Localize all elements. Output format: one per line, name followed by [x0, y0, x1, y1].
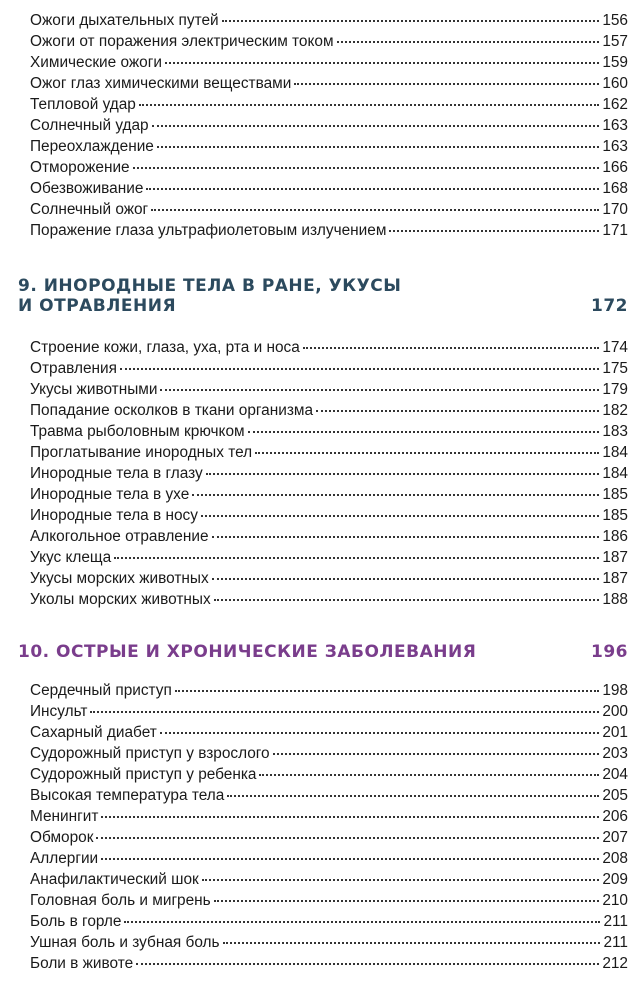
toc-entry-title: Сахарный диабет	[30, 724, 157, 741]
dot-leader	[90, 711, 599, 713]
toc-entry-page: 201	[602, 724, 628, 741]
dot-leader	[160, 389, 599, 391]
toc-entry[interactable]	[30, 337, 628, 358]
toc-entry[interactable]	[30, 358, 628, 379]
toc-entry[interactable]	[30, 10, 628, 31]
toc-entry-page: 187	[602, 549, 628, 566]
toc-entry[interactable]	[30, 743, 628, 764]
toc-list-chapter-10	[30, 680, 628, 974]
toc-entry-page: 185	[602, 507, 628, 524]
toc-entry-title: Попадание осколков в ткани организма	[30, 402, 314, 419]
toc-entry[interactable]	[30, 890, 628, 911]
dot-leader	[120, 368, 599, 370]
toc-entry[interactable]	[30, 463, 628, 484]
dot-leader	[133, 167, 600, 169]
toc-entry-title: Укусы животными	[30, 381, 158, 398]
chapter-title-line: 9. ИНОРОДНЫЕ ТЕЛА В РАНЕ, УКУСЫ	[18, 276, 402, 296]
toc-entry-title: Инородные тела в носу	[30, 507, 198, 524]
toc-entry-page: 211	[603, 913, 628, 930]
toc-entry-page: 168	[602, 180, 628, 197]
toc-entry[interactable]	[30, 178, 628, 199]
toc-entry-page: 157	[602, 33, 628, 50]
toc-entry-page: 188	[602, 591, 628, 608]
toc-entry-page: 208	[602, 850, 628, 867]
toc-entry-title: Проглатывание инородных тел	[30, 444, 253, 461]
toc-entry-page: 166	[602, 159, 628, 176]
toc-entry-page: 212	[602, 955, 628, 972]
dot-leader	[227, 795, 599, 797]
toc-entry-title: Алкогольное отравление	[30, 528, 209, 545]
toc-entry-title: Переохлаждение	[30, 138, 154, 155]
dot-leader	[389, 230, 599, 232]
toc-entry[interactable]	[30, 953, 628, 974]
toc-entry-title: Инородные тела в ухе	[30, 486, 190, 503]
toc-entry-title: Анафилактический шок	[30, 871, 199, 888]
toc-entry[interactable]	[30, 94, 628, 115]
dot-leader	[175, 690, 600, 692]
toc-entry[interactable]	[30, 680, 628, 701]
dot-leader	[273, 753, 600, 755]
dot-leader	[139, 104, 599, 106]
chapter-title: 10. ОСТРЫЕ И ХРОНИЧЕСКИЕ ЗАБОЛЕВАНИЯ	[18, 642, 477, 662]
toc-entry-title: Травма рыболовным крючком	[30, 423, 245, 440]
toc-entry-page: 200	[602, 703, 628, 720]
dot-leader	[151, 209, 599, 211]
toc-entry-page: 171	[602, 222, 628, 239]
toc-entry[interactable]	[30, 52, 628, 73]
dot-leader	[124, 921, 600, 923]
toc-entry-page: 203	[602, 745, 628, 762]
toc-entry[interactable]	[30, 869, 628, 890]
toc-entry[interactable]	[30, 505, 628, 526]
toc-entry-page: 175	[602, 360, 628, 377]
toc-entry-page: 185	[602, 486, 628, 503]
dot-leader	[259, 774, 599, 776]
dot-leader	[222, 20, 600, 22]
toc-entry-page: 186	[602, 528, 628, 545]
toc-entry-page: 163	[602, 117, 628, 134]
toc-entry-page: 184	[602, 465, 628, 482]
dot-leader	[223, 942, 601, 944]
dot-leader	[101, 816, 599, 818]
toc-entry-title: Солнечный удар	[30, 117, 149, 134]
toc-entry-page: 179	[602, 381, 628, 398]
toc-entry[interactable]	[30, 484, 628, 505]
toc-entry-title: Ожоги от поражения электрическим током	[30, 33, 334, 50]
toc-entry-title: Укусы морских животных	[30, 570, 209, 587]
chapter-page-number: 196	[591, 642, 628, 662]
toc-entry[interactable]	[30, 442, 628, 463]
toc-entry-title: Аллергии	[30, 850, 99, 867]
toc-entry[interactable]	[30, 199, 628, 220]
toc-entry[interactable]	[30, 932, 628, 953]
toc-entry[interactable]	[30, 848, 628, 869]
toc-entry[interactable]	[30, 379, 628, 400]
toc-entry-title: Ожог глаз химическими веществами	[30, 75, 292, 92]
dot-leader	[214, 599, 600, 601]
toc-entry-title: Ушная боль и зубная боль	[30, 934, 220, 951]
toc-entry-page: 209	[602, 871, 628, 888]
toc-entry-page: 182	[602, 402, 628, 419]
toc-entry-title: Строение кожи, глаза, уха, рта и носа	[30, 339, 300, 356]
toc-entry-page: 156	[602, 12, 628, 29]
toc-entry-title: Судорожный приступ у ребенка	[30, 766, 257, 783]
dot-leader	[192, 494, 599, 496]
toc-entry[interactable]	[30, 115, 628, 136]
toc-entry-title: Солнечный ожог	[30, 201, 149, 218]
toc-entry-page: 184	[602, 444, 628, 461]
toc-entry[interactable]	[30, 568, 628, 589]
dot-leader	[96, 837, 599, 839]
dot-leader	[212, 536, 600, 538]
toc-entry-title: Укус клеща	[30, 549, 112, 566]
toc-entry-title: Инсульт	[30, 703, 88, 720]
toc-entry-page: 207	[602, 829, 628, 846]
toc-list-top	[30, 10, 628, 241]
toc-entry[interactable]	[30, 73, 628, 94]
toc-entry-page: 170	[602, 201, 628, 218]
dot-leader	[101, 858, 599, 860]
toc-entry-title: Боль в горле	[30, 913, 122, 930]
toc-entry-title: Судорожный приступ у взрослого	[30, 745, 270, 762]
dot-leader	[165, 62, 599, 64]
toc-entry-page: 174	[602, 339, 628, 356]
dot-leader	[202, 879, 600, 881]
toc-entry-page: 206	[602, 808, 628, 825]
dot-leader	[214, 900, 600, 902]
toc-entry-page: 204	[602, 766, 628, 783]
toc-entry-title: Поражение глаза ультрафиолетовым излучением	[30, 222, 387, 239]
dot-leader	[294, 83, 599, 85]
toc-entry-page: 160	[602, 75, 628, 92]
dot-leader	[255, 452, 599, 454]
toc-entry[interactable]	[30, 785, 628, 806]
toc-entry[interactable]	[30, 827, 628, 848]
dot-leader	[212, 578, 600, 580]
toc-entry-page: 163	[602, 138, 628, 155]
toc-entry-page: 210	[602, 892, 628, 909]
toc-entry-title: Сердечный приступ	[30, 682, 172, 699]
toc-entry[interactable]	[30, 722, 628, 743]
chapter-heading-10[interactable]	[18, 642, 628, 662]
chapter-page-number: 172	[591, 296, 628, 316]
toc-entry[interactable]	[30, 421, 628, 442]
toc-entry[interactable]	[30, 764, 628, 785]
dot-leader	[160, 732, 600, 734]
dot-leader	[303, 347, 600, 349]
toc-entry-title: Уколы морских животных	[30, 591, 211, 608]
toc-entry-title: Отравления	[30, 360, 117, 377]
toc-entry-title: Обморок	[30, 829, 94, 846]
chapter-heading-9[interactable]	[18, 276, 628, 316]
dot-leader	[157, 146, 599, 148]
dot-leader	[146, 188, 599, 190]
dot-leader	[152, 125, 600, 127]
toc-entry-page: 198	[602, 682, 628, 699]
dot-leader	[201, 515, 599, 517]
toc-entry-title: Головная боль и мигрень	[30, 892, 211, 909]
toc-entry[interactable]	[30, 589, 628, 610]
toc-entry-page: 211	[603, 934, 628, 951]
toc-entry[interactable]	[30, 547, 628, 568]
toc-entry[interactable]	[30, 701, 628, 722]
toc-entry[interactable]	[30, 911, 628, 932]
dot-leader	[316, 410, 599, 412]
toc-entry[interactable]	[30, 136, 628, 157]
toc-entry-title: Отморожение	[30, 159, 130, 176]
toc-list-chapter-9	[30, 337, 628, 610]
toc-entry-page: 187	[602, 570, 628, 587]
toc-entry-title: Ожоги дыхательных путей	[30, 12, 219, 29]
toc-entry-page: 205	[602, 787, 628, 804]
dot-leader	[248, 431, 600, 433]
toc-entry-title: Тепловой удар	[30, 96, 136, 113]
dot-leader	[114, 557, 599, 559]
dot-leader	[206, 473, 600, 475]
toc-entry[interactable]	[30, 220, 628, 241]
toc-entry[interactable]	[30, 526, 628, 547]
toc-entry-title: Инородные тела в глазу	[30, 465, 203, 482]
toc-entry[interactable]	[30, 31, 628, 52]
toc-entry-title: Высокая температура тела	[30, 787, 225, 804]
chapter-title-line: И ОТРАВЛЕНИЯ	[18, 296, 177, 316]
toc-entry-page: 162	[602, 96, 628, 113]
toc-entry-title: Химические ожоги	[30, 54, 162, 71]
chapter-title	[18, 276, 401, 316]
toc-entry-title: Менингит	[30, 808, 99, 825]
toc-entry-page: 159	[602, 54, 628, 71]
toc-entry-title: Обезвоживание	[30, 180, 144, 197]
dot-leader	[136, 963, 599, 965]
toc-entry[interactable]	[30, 157, 628, 178]
toc-entry-page: 183	[602, 423, 628, 440]
toc-entry-title: Боли в животе	[30, 955, 134, 972]
toc-entry[interactable]	[30, 806, 628, 827]
toc-entry[interactable]	[30, 400, 628, 421]
dot-leader	[337, 41, 600, 43]
